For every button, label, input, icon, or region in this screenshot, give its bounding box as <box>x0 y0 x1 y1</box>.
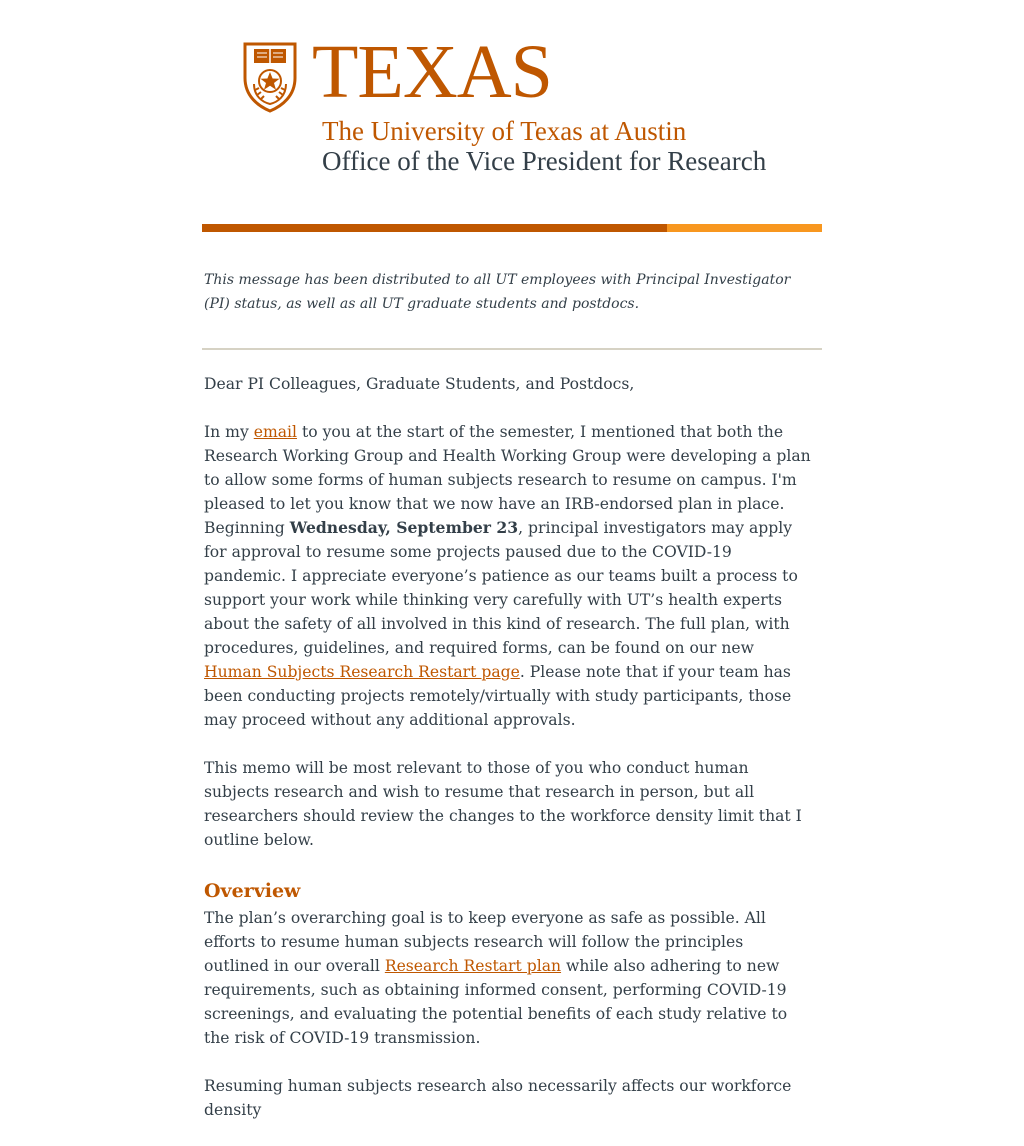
paragraph-text: In my <box>204 423 254 441</box>
paragraph-relevance: This memo will be most relevant to those of you who conduct human subjects research and wish to resume that research in person, but all researchers should review the changes to the workforce density limit that I outline below. <box>204 759 802 849</box>
header-color-bar <box>202 224 822 232</box>
ut-seal-icon <box>242 40 298 112</box>
paragraph-text: to you at the start of the semester, I mentioned that both the Research Working Group and Health Working Group were developing a plan to allow some forms of human subjects research to resume on campus. I'm pleased to let you know that we now have an IRB-endorsed plan in place. Beginning <box>204 423 811 537</box>
paragraph-text: , principal investigators may apply for approval to resume some projects paused due to the COVID-19 pandemic. I appreciate everyone’s patience as our teams built a process to support your work while thinking very carefully with UT’s health experts about the safety of all involved in this kind of research. The full plan, with procedures, guidelines, and required forms, can be found on our new <box>204 519 798 657</box>
divider <box>202 348 822 350</box>
distribution-notice-block <box>204 268 820 316</box>
university-name: The University of Texas at Austin <box>322 116 687 146</box>
start-date: Wednesday, September 23 <box>289 518 519 537</box>
header-bar-burnt-orange <box>202 224 667 232</box>
overview-heading: Overview <box>204 880 301 902</box>
greeting: Dear PI Colleagues, Graduate Students, and Postdocs, <box>204 375 635 393</box>
paragraph-text: . Please note that if your team has been conducting projects remotely/virtually with study participants, those may proceed without any additional approvals. <box>204 663 792 729</box>
texas-wordmark: TEXAS <box>312 30 552 114</box>
header <box>202 0 822 232</box>
paragraph-overview <box>204 906 812 1050</box>
paragraph-text: The plan’s overarching goal is to keep everyone as safe as possible. All efforts to resume human subjects research will follow the principles outlined in our overall <box>204 909 766 975</box>
paragraph-workforce: Resuming human subjects research also necessarily affects our workforce density <box>204 1077 792 1119</box>
email-link[interactable]: email <box>253 423 298 441</box>
header-bar-light-orange <box>667 224 822 232</box>
distribution-notice: This message has been distributed to all UT employees with Principal Investigator (PI) status, as well as all UT graduate students and postdocs. <box>204 272 791 312</box>
research-restart-plan-link[interactable]: Research Restart plan <box>384 957 562 975</box>
message-body <box>204 372 812 1146</box>
paragraph-intro <box>204 420 812 732</box>
paragraph-text: while also adhering to new requirements, such as obtaining informed consent, performing COVID-19 screenings, and evaluating the potential benefits of each study relative to the risk of COVID-19 transmission. <box>204 957 788 1047</box>
human-subjects-restart-link[interactable]: Human Subjects Research Restart page <box>204 663 520 681</box>
office-name: Office of the Vice President for Research <box>322 146 767 176</box>
